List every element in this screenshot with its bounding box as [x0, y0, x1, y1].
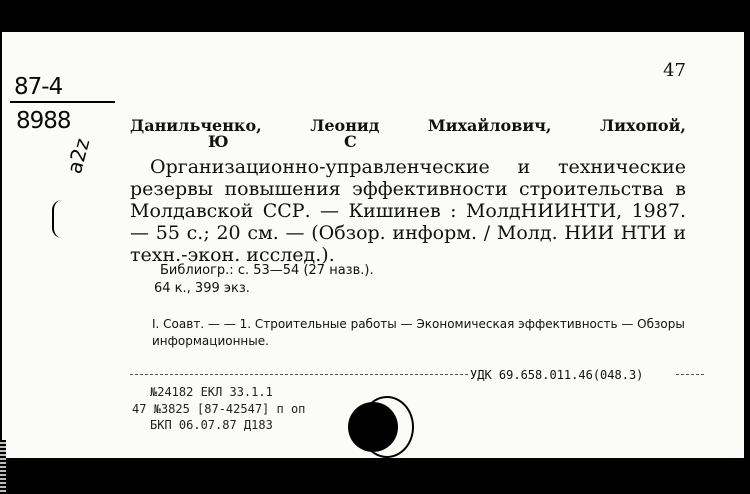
- ink-ring: [360, 396, 414, 458]
- scan-edge-marks: [0, 440, 6, 494]
- author-name: Леонид: [310, 116, 380, 135]
- bibliographic-description: [130, 156, 686, 266]
- udk-code: УДК 69.658.011.46(048.3): [470, 368, 644, 382]
- coauthor-surname: Лихопой,: [599, 116, 686, 135]
- card-number: 47: [663, 60, 686, 81]
- subject-headings: I. Соавт. — — 1. Строительные работы — Экономическая эффективность — Обзоры информационные.: [152, 317, 685, 348]
- author-patronymic: Михайлович,: [427, 116, 552, 135]
- coauthor-initial-1: Ю: [208, 132, 229, 151]
- catalog-card: [2, 32, 744, 458]
- handwritten-mark: [52, 200, 64, 238]
- author-surname: Данильченко,: [130, 116, 262, 135]
- divider-line: [130, 374, 468, 375]
- bibliography-note: Библиогр.: с. 53—54 (27 назв.).: [160, 263, 374, 278]
- coauthor-initial-2: С: [344, 132, 357, 151]
- stamp-line-3: БКП 06.07.87 Д183: [150, 418, 273, 432]
- handwritten-code: 87-4: [14, 74, 63, 100]
- stamp-line-2: 47 №3825 [87-42547] п оп: [132, 402, 306, 416]
- handwritten-underline: [10, 101, 115, 103]
- copies-count: 64 к., 399 экз.: [154, 281, 250, 296]
- description-text: Организационно-управленческие и технические резервы повышения эффективности строительства в Молдавской ССР. — Кишинев : МолдНИИНТИ, 1987. — 55 с.; 20 см. — (Обзор. информ. / Молд. НИИ НТИ и техн.-экон. исслед.).: [130, 156, 686, 266]
- handwritten-number: 8988: [16, 108, 71, 134]
- stamp-line-1: №24182 ЕКЛ 33.1.1: [150, 385, 273, 399]
- divider-line-end: [676, 374, 704, 375]
- handwritten-note: a2z: [62, 135, 95, 177]
